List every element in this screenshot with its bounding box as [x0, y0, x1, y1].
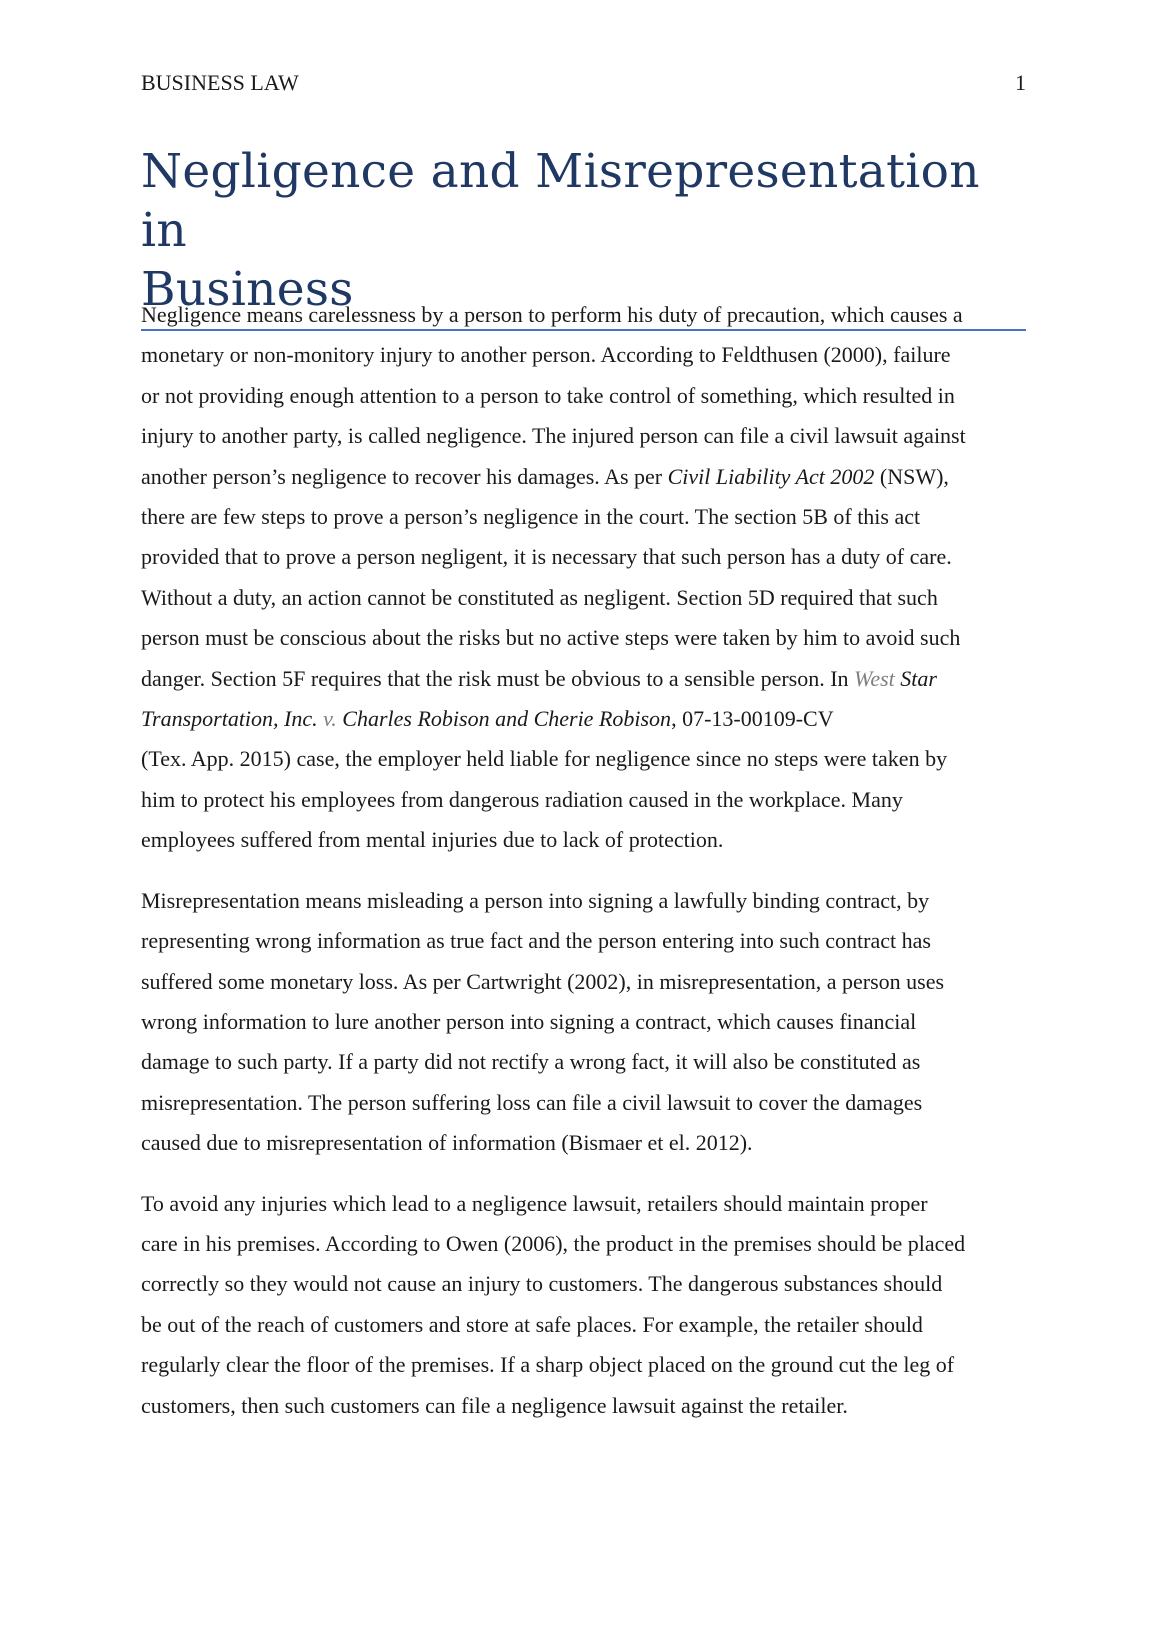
- text-line: be out of the reach of customers and store at safe places. For example, the retailer should: [141, 1311, 923, 1337]
- text-line: [141, 659, 1031, 699]
- title-line-2: Business: [141, 262, 354, 317]
- text-line: wrong information to lure another person into signing a contract, which causes financial: [141, 1008, 917, 1034]
- text-line: (Tex. App. 2015) case, the employer held liable for negligence since no steps were taken by: [141, 746, 948, 772]
- text-line: Negligence means carelessness by a person to perform his duty of precaution, which causes a: [141, 302, 963, 327]
- text-line: person must be conscious about the risks but no active steps were taken by him to avoid such: [141, 625, 961, 651]
- paragraph-retailer-care: [141, 1184, 1031, 1426]
- paragraph-negligence: [141, 295, 1031, 861]
- act-citation: Civil Liability Act 2002: [667, 463, 875, 489]
- text-line: damage to such party. If a party did not rectify a wrong fact, it will also be constituted as: [141, 1049, 921, 1075]
- text-line: representing wrong information as true fact and the person entering into such contract has: [141, 928, 931, 954]
- text-line: there are few steps to prove a person’s negligence in the court. The section 5B of this act: [141, 504, 921, 530]
- text-line: correctly so they would not cause an injury to customers. The dangerous substances should: [141, 1271, 943, 1297]
- text-span: another person’s negligence to recover his damages. As per: [141, 463, 668, 489]
- page-number: 1: [1015, 70, 1026, 95]
- case-citation-part: Transportation, Inc.: [141, 706, 324, 732]
- text-line: misrepresentation. The person suffering loss can file a civil lawsuit to cover the damages: [141, 1089, 923, 1115]
- text-line: monetary or non-monitory injury to another person. According to Feldthusen (2000), failure: [141, 342, 951, 368]
- text-line: suffered some monetary loss. As per Cartwright (2002), in misrepresentation, a person uses: [141, 968, 945, 994]
- text-line: employees suffered from mental injuries due to lack of protection.: [141, 827, 724, 853]
- text-line: [141, 457, 1031, 497]
- running-title: BUSINESS LAW: [141, 70, 299, 95]
- text-line: Without a duty, an action cannot be constituted as negligent. Section 5D required that such: [141, 584, 938, 610]
- text-line: or not providing enough attention to a person to take control of something, which resulted in: [141, 382, 955, 408]
- case-citation-part: Charles Robison and Cherie Robison: [336, 706, 672, 732]
- text-line: him to protect his employees from dangerous radiation caused in the workplace. Many: [141, 786, 903, 812]
- case-versus: v.: [323, 706, 337, 732]
- case-citation-part: Star: [894, 665, 937, 691]
- text-line: provided that to prove a person negligent, it is necessary that such person has a duty of care.: [141, 544, 952, 570]
- text-line: injury to another party, is called negligence. The injured person can file a civil lawsuit against: [141, 423, 966, 449]
- paragraph-misrepresentation: [141, 881, 1031, 1164]
- page-header: [141, 68, 1026, 98]
- text-line: To avoid any injuries which lead to a negligence lawsuit, retailers should maintain proper: [141, 1190, 928, 1216]
- title-line-1: Negligence and Misrepresentation in: [141, 144, 980, 258]
- text-line: [141, 699, 1031, 739]
- text-line: care in his premises. According to Owen (2006), the product in the premises should be placed: [141, 1230, 966, 1256]
- text-line: Misrepresentation means misleading a person into signing a lawfully binding contract, by: [141, 887, 930, 913]
- text-line: regularly clear the floor of the premises. If a sharp object placed on the ground cut the leg of: [141, 1352, 955, 1378]
- case-citation-part: West: [854, 665, 895, 691]
- document-title: [141, 142, 1026, 319]
- case-number: , 07-13-00109-CV: [671, 706, 834, 732]
- text-span: (NSW),: [874, 463, 949, 489]
- text-span: danger. Section 5F requires that the risk must be obvious to a sensible person. In: [141, 665, 855, 691]
- text-line: customers, then such customers can file a negligence lawsuit against the retailer.: [141, 1392, 848, 1418]
- text-line: caused due to misrepresentation of information (Bismaer et el. 2012).: [141, 1130, 753, 1156]
- document-body: [141, 295, 1031, 1446]
